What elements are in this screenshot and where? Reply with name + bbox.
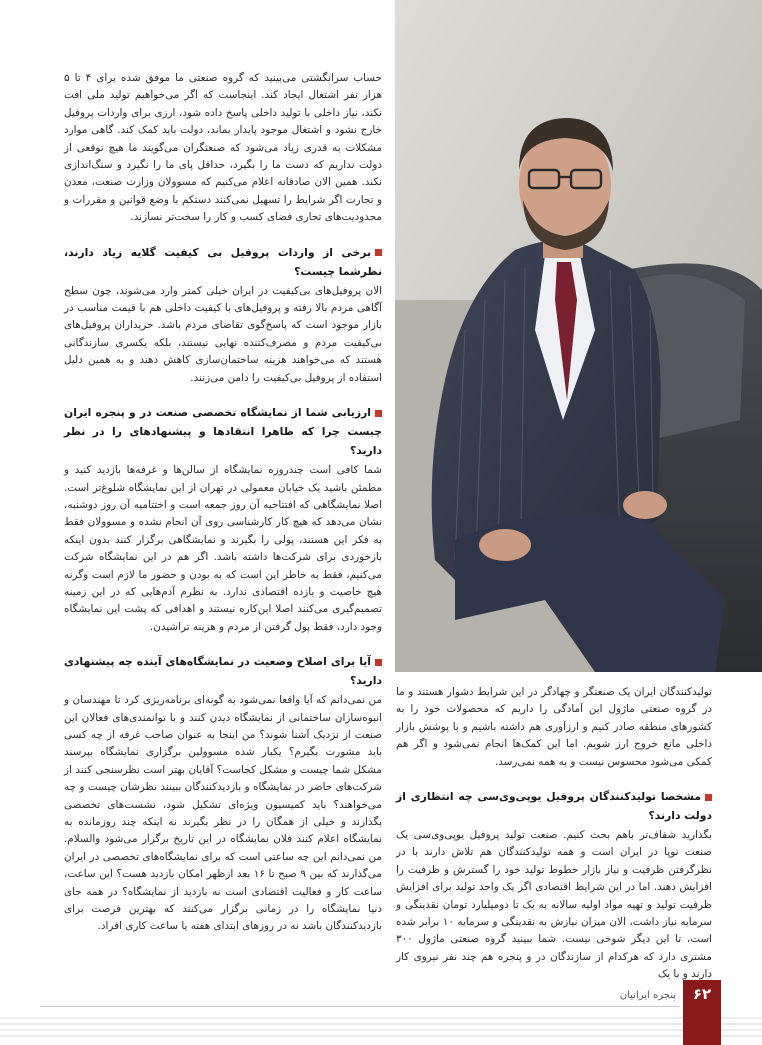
magazine-name: پنجره ایرانیان [619,990,676,1001]
bullet-marker [375,410,382,417]
question-heading [64,403,382,460]
question-text: برخی از واردات پروفیل بی کیفیت گلایه زیاد دارند، نظرشما چیست؟ [64,245,382,278]
article-right-column [396,684,712,984]
footer-divider [40,1006,680,1007]
page-number: ۶۲ [692,985,712,1003]
continued-paragraph: تولیدکنندگان ایران یک صنعتگر و چهادگر در این شرایط دشوار هستند و ما در گروه صنعتی ماژول این آمادگی را داریم که محصولات خود را به کشورهای منطقه صادر کنیم و ارزآوری هم داشته باشیم و با پوشش بازار داخلی مانع خروج ارز شویم. اما این کمک‌ها انجام نمی‌شود و اگر هم کمکی می‌شود محسوس نیست و به همه نمی‌رسد. [396,686,712,768]
answer-paragraph: من نمی‌دانم که آیا واقعا نمی‌شود به گونه‌ای برنامه‌ریزی کرد تا مهندسان و انبوه‌سازان ساختمانی از نمایشگاه دیدن کنند و با توانمندی‌های فعالان این صنعت از نزدیک آشنا شوند؟ من اینجا به عنوان صاحب غرفه از چه کسی باید مشورت بگیرم؟ یکبار شده مسوولین برگزاری نمایشگاه بپرسند مشکل شما چیست و مشکل کجاست؟ آقایان بهتر است نظرسنجی کنند از شرکت‌های حاضر در نمایشگاه و بازدیدکنندگان ببینند نظرشان چیست و چه می‌خواهند؟ باید کمیسیون ویژه‌ای تشکیل شود، نشست‌های تخصصی بگذارند و خیلی از همگان را در نظر بگیرند نه اینکه چند روزمانده به نمایشگاه اعلام کنند فلان نمایشگاه در این تاریخ برگزار می‌شود والسلام. من نمی‌دانم این چه ساعتی است که برای نمایشگاه‌های تخصصی در ایران می‌گذارند که بین ۹ صبح تا ۱۶ بعد ازظهر امکان بازدید هست؟ این ساعت، ساعت کار و فعالیت اقتصادی است نه بازدید از نمایشگاه؟ در همه جای دنیا نمایشگاه را در زمانی برگزار می‌کنند که بهترین فرصت برای بازدیدکنندگان باشد نه در روزهای ابتدای هفته یا ساعت کاری افراد. [64,694,382,933]
question-heading [396,787,712,825]
footer-decoration [0,1012,762,1045]
question-text: مشخصا تولیدکنندگان پروفیل یوپی‌وی‌سی چه انتظاری از دولت دارند؟ [396,790,712,823]
answer-paragraph: الان پروفیل‌های بی‌کیفیت در ایران خیلی کمتر وارد می‌شوند، چون سطح آگاهی مردم بالا رفته و پروفیل‌های با کیفیت داخلی هم با قیمت مناسب در بازار موجود است که پاسخ‌گوی تقاضای مردم باشد. خریداران پروفیل‌های بی‌کیفیت مردم و مصرف‌کننده نهایی نیستند، بلکه یکسری سازندگانی هستند که می‌خواهند هزینه ساختمان‌سازی کاهش دهند و به همین دلیل استفاده از پروفیل بی‌کیفیت را دامن می‌زنند. [64,284,382,384]
bullet-marker [375,659,382,666]
question-heading [64,652,382,690]
intro-paragraph: حساب سرانگشتی می‌بینید که گروه صنعتی ما موفق شده برای ۴ تا ۵ هزار نفر اشتغال ایجاد کند. اینجاست که اگر می‌خواهیم تولید ملی افت نکند، نیاز داخلی با تولید داخلی پاسخ داده شود، ارزی برای واردات پروفیل خارج نشود و اشتغال موجود پایدار بماند، دولت باید کمک کند. گاهی موارد مشکلات به قدری زیاد می‌شود که صنعتگران می‌گویند ما هیچ توقعی از دولت نداریم که دست ما را بگیرد، حداقل پای ما را نگیرد و سنگ‌اندازی نکند. همین الان صادقانه اعلام می‌کنیم که مسوولان وزارت صنعت، معدن و تجارت اگر شرایط را تسهیل نمی‌کنند دستکم با وضع قوانین و مقررات و محدودیت‌های تجاری فضای کسب و کار را سخت‌تر نسازند. [64,72,382,224]
question-text: آیا برای اصلاح وضعیت در نمایشگاه‌های آینده چه پیشنهادی دارید؟ [64,655,382,688]
answer-paragraph: بگذارید شفاف‌تر باهم بحث کنیم. صنعت تولید پروفیل یوپی‌وی‌سی یک صنعت نوپا در ایران است و همه تولیدکنندگان هم تلاش دارند با در نظرگرفتن ظرفیت و نیاز بازار خطوط تولید خود را گسترش و ظرفیت را افزایش دهند. اما در این شرایط اقتصادی اگر یک واحد تولید برای افزایش ظرفیت تولید و تهیه مواد اولیه سالانه به یک تا دومیلیارد تومان نقدینگی و سرمایه نیاز داشت، الان میزان نیازش به نقدینگی و سرمایه ۱۰ برابر شده است، تا این دیگر شوخی نیست. شما ببینید گروه صنعتی ماژول ۳۰۰ مشتری دارد که هرکدام از سازندگان در و پنجره هم چند نفر نیروی کار دارند و با یک [396,829,712,981]
question-text: ارزیابی شما از نمایشگاه تخصصی صنعت در و پنجره ایران چیست چرا که ظاهرا انتقادها و پیشنهادهای را در نظر دارید؟ [64,406,382,458]
interviewee-photo [395,0,762,672]
article-left-column [64,70,382,936]
answer-paragraph: شما کافی است چندروزه نمایشگاه از سالن‌ها و غرفه‌ها بازدید کنید و مطمئن باشید یک خیابان معمولی در تهران از این نمایشگاه شلوغ‌تر است. اصلا نمایشگاهی که افتتاحیه آن روز جمعه است و اختتامیه آن روز دوشنبه، نشان می‌دهد که هیچ کار کارشناسی روی آن انجام نشده و مسوولان فقط به فکر این هستند، پولی را بگیرند و نمایشگاهی برگزار کنند بدون اینکه بازخوردی برای شرکت‌ها داشته باشد. اگر هم در این نمایشگاه شرکت می‌کنیم، فقط به خاطر این است که به بودن و حضور ما لازم است وگرنه هیچ خاصیت و بازده اقتصادی ندارد. به نظرم آدم‌هایی که در این زمینه تصمیم‌گیری می‌کنند اصلا این‌کاره نیستند و اهدافی که پشت این نمایشگاه وجود دارد، فقط پول گرفتن از مردم و هزینه تراشیدن. [64,464,382,633]
question-heading [64,243,382,281]
bullet-marker [705,794,712,801]
bullet-marker [375,249,382,256]
